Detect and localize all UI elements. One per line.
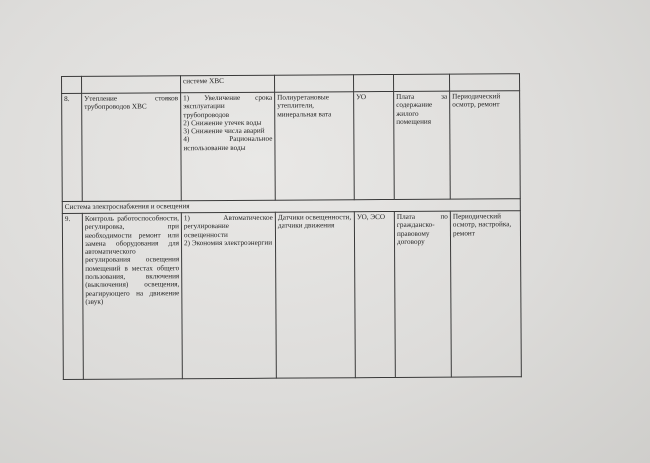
cell-executor — [353, 74, 393, 91]
row9-frequency: Периодический осмотр, настройка, ремонт — [450, 211, 521, 377]
cell-financing — [393, 74, 449, 91]
cell-frequency — [449, 74, 519, 91]
row9-num: 9. — [62, 213, 83, 379]
row8-effect-2: 2) Снижение утечек воды — [183, 118, 262, 128]
cell-effect: системе ХВС — [181, 75, 275, 93]
table-row-9 — [62, 211, 521, 380]
row8-effect-1: 1) Увеличение срока эксплуатации трубопроводов — [183, 93, 273, 119]
row9-name: Контроль работоспособности, регулировка, при необходимости ремонт или замена оборудования для автоматического регулирования освещения помещений в местах общего пользования, включения (выключения) освещения, реагирующего на движение (звук) — [82, 213, 182, 380]
row8-financing: Плата за содержание жилого помещения — [394, 91, 451, 199]
cell-num — [62, 76, 82, 93]
row8-materials: Полиуретановые утеплители, минеральная вата — [275, 92, 355, 200]
row8-effect-4: 4) Рациональное использование воды — [183, 135, 273, 153]
row9-effect-2: 2) Экономия электроэнергии — [183, 238, 273, 248]
row8-effect-3: 3) Снижение числа аварий — [183, 126, 265, 136]
row8-effect — [181, 92, 276, 201]
row9-financing: Плата по гражданско-правовому договору — [394, 211, 451, 377]
row8-frequency: Периодический осмотр, ремонт — [450, 91, 521, 199]
cell-name — [82, 76, 181, 94]
cell-materials — [274, 75, 353, 92]
row8-executor: УО — [354, 91, 395, 199]
row9-materials: Датчики освещенности, датчики движения — [275, 212, 355, 378]
row8-name: Утепление стояков трубопроводов ХВС — [82, 93, 182, 202]
row9-effect-1: 1) Автоматическое регулирование освещенности — [183, 213, 273, 239]
row9-executor: УО, ЭСО — [354, 211, 395, 377]
table-row-8 — [62, 91, 521, 202]
measures-table — [61, 73, 522, 380]
row8-num: 8. — [62, 93, 83, 201]
section-title: Система электроснабжения и освещения — [62, 199, 520, 214]
row9-effect — [181, 212, 276, 379]
